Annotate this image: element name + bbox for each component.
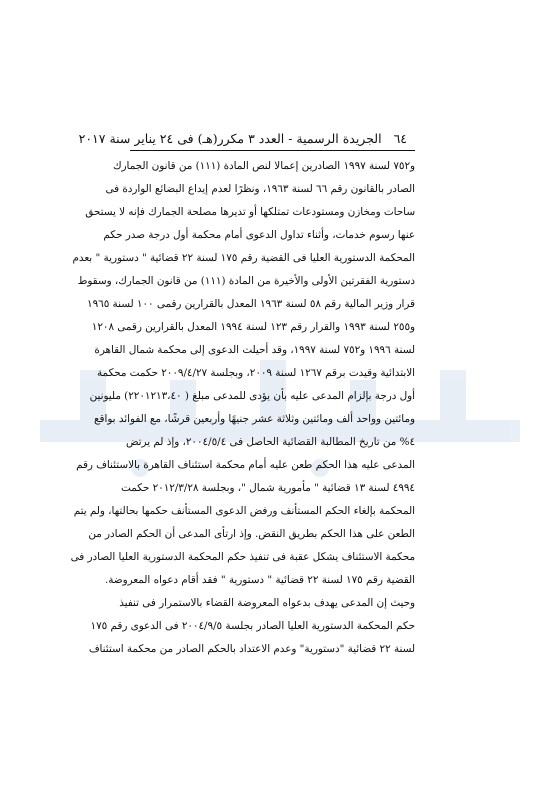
body-line: و٢٥٥ لسنة ١٩٩٣ والقرار رقم ١٢٣ لسنة ١٩٩٤ المعدل بالقرارين رقمى ١٢٠٨ [91,321,415,333]
body-line: عنها رسوم خدمات، وأثناء تداول الدعوى أمام محكمة أول درجة صدر حكم [103,229,415,241]
body-line: حكم المحكمة الدستورية العليا الصادر بجلسة ٢٠٠٤/٩/٥ فى الدعوى رقم ١٧٥ [90,620,415,632]
body-line: وحيث إن المدعى يهدف بدعواه المعروضة القضاء بالاستمرار فى تنفيذ [119,597,415,609]
body-line: ٤% من تاريخ المطالبة القضائية الحاصل فى ٢٠٠٤/٥/٤، وإذ لم يرتض [126,436,415,448]
page-header [78,131,407,146]
header-divider [130,150,415,151]
body-line: محكمة الاستئناف يشكل عقبة فى تنفيذ حكم المحكمة الدستورية العليا الصادر فى [70,551,415,563]
document-body [70,155,415,661]
body-line: الابتدائية وقيدت برقم ١٢٦٧ لسنة ٢٠٠٩، وبجلسة ٢٠٠٩/٤/٢٧ حكمت محكمة [96,367,415,379]
body-line: و٧٥٢ لسنة ١٩٩٧ الصادرين إعمالا لنص المادة (١١١) من قانون الجمارك [113,160,415,172]
body-line: الطعن على هذا الحكم بطريق النقض. وإذ ارتأى المدعى أن الحكم الصادر من [88,528,415,540]
gazette-title: الجريدة الرسمية - العدد ٣ مكرر(هـ) فى ٢٤ يناير سنة ٢٠١٧ [78,131,382,146]
body-line: لسنة ١٩٩٦ و٧٥٢ لسنة ١٩٩٧، وقد أحيلت الدعوى إلى محكمة شمال القاهرة [94,344,415,356]
body-line: المدعى عليه هذا الحكم طعن عليه أمام محكمة استئناف القاهرة بالاستئناف رقم [76,459,415,471]
body-line: ساحات ومخازن ومستودعات تمتلكها أو تديرها مصلحة الجمارك فإنه لا يستحق [85,206,415,218]
body-line: قرار وزير المالية رقم ٥٨ لسنة ١٩٦٣ المعدل بالقرارين رقمى ١٠٠ لسنة ١٩٦٥ [87,298,415,310]
body-line: المحكمة بإلغاء الحكم المستأنف ورفض الدعوى المستأنف حكمها بحالتها، ولم يتم [73,505,415,517]
body-line: القضية رقم ١٧٥ لسنة ٢٢ قضائية " دستورية " فقد أقام دعواه المعروضة. [104,574,415,586]
body-line: أول درجة بإلزام المدعى عليه بأن يؤدى للمدعى مبلغ ( ٢٢٠١٢١٣،٤٠) مليونين [89,390,415,402]
body-line: لسنة ٢٢ قضائية "دستورية" وعدم الاعتداد بالحكم الصادر من محكمة استئناف [88,643,415,655]
page-number: ٦٤ [393,131,407,146]
body-line: الصادر بالقانون رقم ٦٦ لسنة ١٩٦٣، ونظرًا لعدم إيداع البضائع الواردة فى [105,183,415,195]
body-line: دستورية الفقرتين الأولى والأخيرة من المادة (١١١) من قانون الجمارك، وسقوط [77,275,415,287]
body-line: المحكمة الدستورية العليا فى القضية رقم ١٧٥ لسنة ٢٢ قضائية " دستورية " بعدم [72,252,415,264]
body-line: ومائتين وواحد ألف ومائتين وثلاثة عشر جنيهًا وأربعين قرشًا، مع الفوائد بواقع [94,413,415,425]
body-line: ٤٩٩٤ لسنة ١٣ قضائية " مأمورية شمال "، وبجلسة ٢٠١٢/٣/٢٨ حكمت [121,482,415,494]
